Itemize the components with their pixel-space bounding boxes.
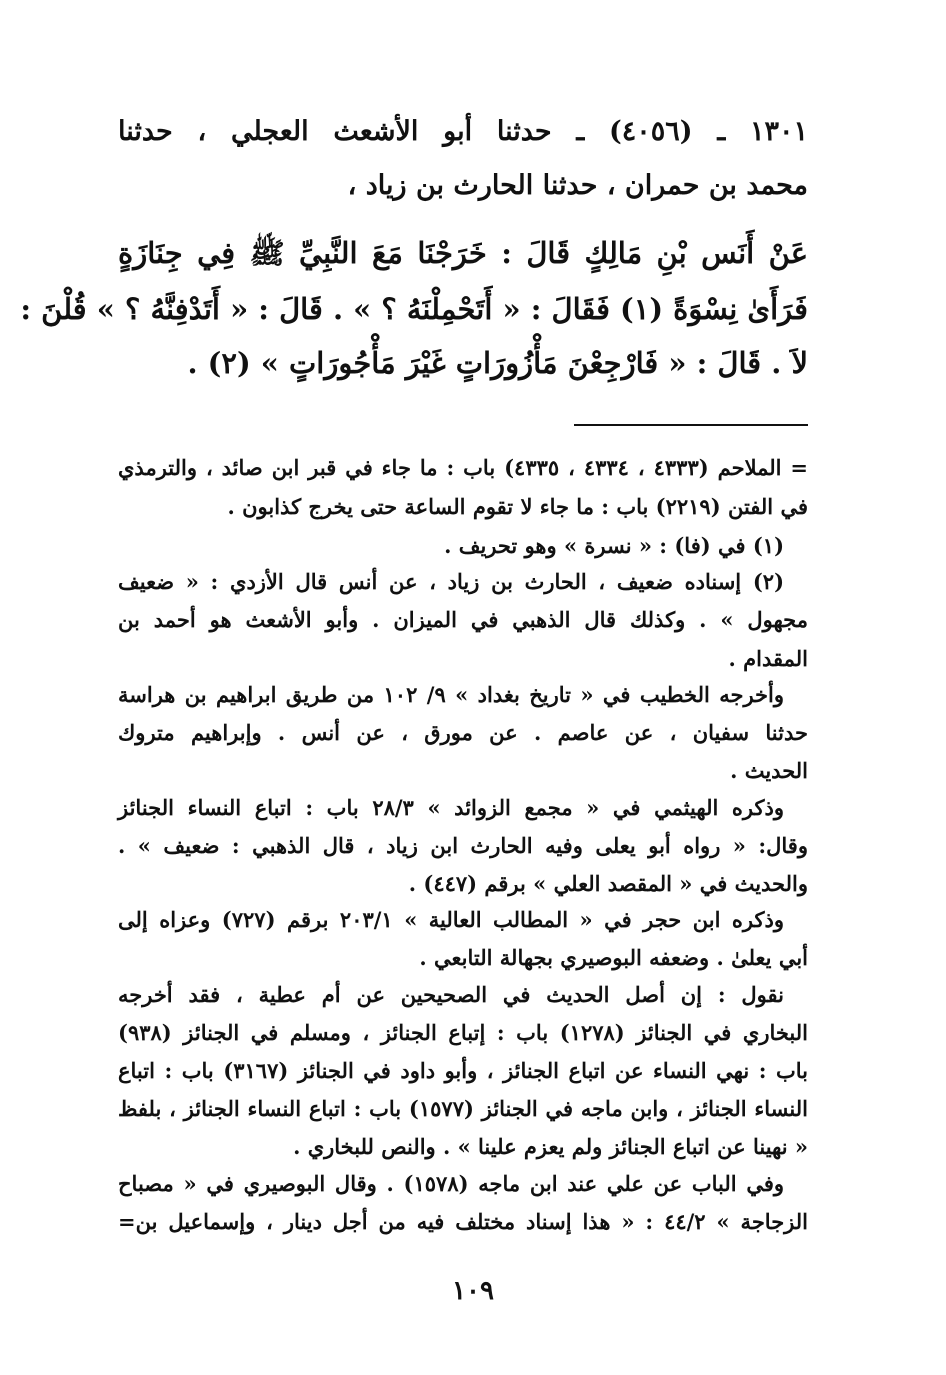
hadith-line-2: فَرَأَىٰ نِسْوَةً (١) فَقَالَ : « أَتَحْمِلْنَهُ ؟ » . قَالَ : « أَتَدْفِنَّهُ ؟ » قُلْنَ :: [20, 292, 808, 326]
hadith-line-1: عَنْ أَنَس بْنِ مَالِكٍ قَالَ : خَرَجْنَا مَعَ النَّبِيِّ ﷺ فِي جِنَازَةٍ: [118, 236, 808, 270]
footnote-line: وقال: « رواه أبو يعلى وفيه الحارث ابن زياد ، قال الذهبي : ضعيف » .: [118, 833, 808, 858]
footnote-line: أبي يعلىٰ . وضعفه البوصيري بجهالة التابعي .: [419, 945, 808, 970]
footnote-2: (٢) إسناده ضعيف ، الحارث بن زياد ، عن أنس قال الأزدي : « ضعيف: [118, 569, 784, 594]
footnote-line: النساء الجنائز ، وابن ماجه في الجنائز (١٥٧٧) باب : اتباع النساء الجنائز ، بلفظ: [118, 1096, 808, 1121]
footnote-line: باب : نهي النساء عن اتباع الجنائز ، وأبو داود في الجنائز (٣١٦٧) باب : اتباع: [118, 1058, 808, 1083]
footnote-line: والحديث في « المقصد العلي » برقم (٤٤٧) .: [408, 871, 808, 896]
footnote-line: وأخرجه الخطيب في « تاريخ بغداد » ٩/ ١٠٢ من طريق ابراهيم بن هراسة: [118, 682, 785, 707]
hadith-line-3: لاَ . قَالَ : « فَارْجِعْنَ مَأْزُورَاتٍ غَيْرَ مَأْجُورَاتٍ » (٢) .: [187, 346, 808, 380]
footnote-line: الحديث .: [730, 758, 808, 783]
footnote-line: مجهول » . وكذلك قال الذهبي في الميزان . وأبو الأشعث هو أحمد بن: [118, 607, 808, 632]
footnote-line: وذكره ابن حجر في « المطالب العالية » ٢٠٣/١ برقم (٧٢٧) وعزاه إلى: [118, 907, 784, 932]
footnote-line: وذكره الهيثمي في « مجمع الزوائد » ٢٨/٣ باب : اتباع النساء الجنائز: [118, 795, 784, 820]
footnote-line: وفي الباب عن علي عند ابن ماجه (١٥٧٨) . وقال البوصيري في « مصباح: [118, 1171, 784, 1196]
isnad-line-1: ١٣٠١ ـ (٤٠٥٦) ـ حدثنا أبو الأشعث العجلي ، حدثنا: [118, 116, 808, 147]
footnote-line: الزجاجة » ٤٤/٢ : « هذا إسناد مختلف فيه من أجل دينار ، وإسماعيل بن=: [118, 1209, 809, 1234]
page-number: ١٠٩: [452, 1276, 494, 1306]
footnote-line: = الملاحم (٤٣٣٣ ، ٤٣٣٤ ، ٤٣٣٥) باب : ما جاء في قبر ابن صائد ، والترمذي: [118, 455, 809, 480]
footnote-separator: [574, 424, 808, 426]
footnote-line: « نهينا عن اتباع الجنائز ولم يعزم علينا » . والنص للبخاري .: [293, 1134, 808, 1159]
footnote-line: حدثنا سفيان ، عن عاصم . عن مورق ، عن أنس . وإبراهيم متروك: [118, 720, 808, 745]
footnote-1: (١) في (فا) : « نسرة » وهو تحريف .: [444, 533, 784, 558]
footnote-line: نقول : إن أصل الحديث في الصحيحين عن أم عطية ، فقد أخرجه: [118, 982, 784, 1007]
footnote-line: المقدام .: [728, 646, 808, 671]
footnote-line: في الفتن (٢٢١٩) باب : ما جاء لا تقوم الساعة حتى يخرج كذابون .: [227, 494, 808, 519]
isnad-line-2: محمد بن حمران ، حدثنا الحارث بن زياد ،: [347, 170, 808, 201]
footnote-line: البخاري في الجنائز (١٢٧٨) باب : إتباع الجنائز ، ومسلم في الجنائز (٩٣٨): [118, 1020, 809, 1045]
